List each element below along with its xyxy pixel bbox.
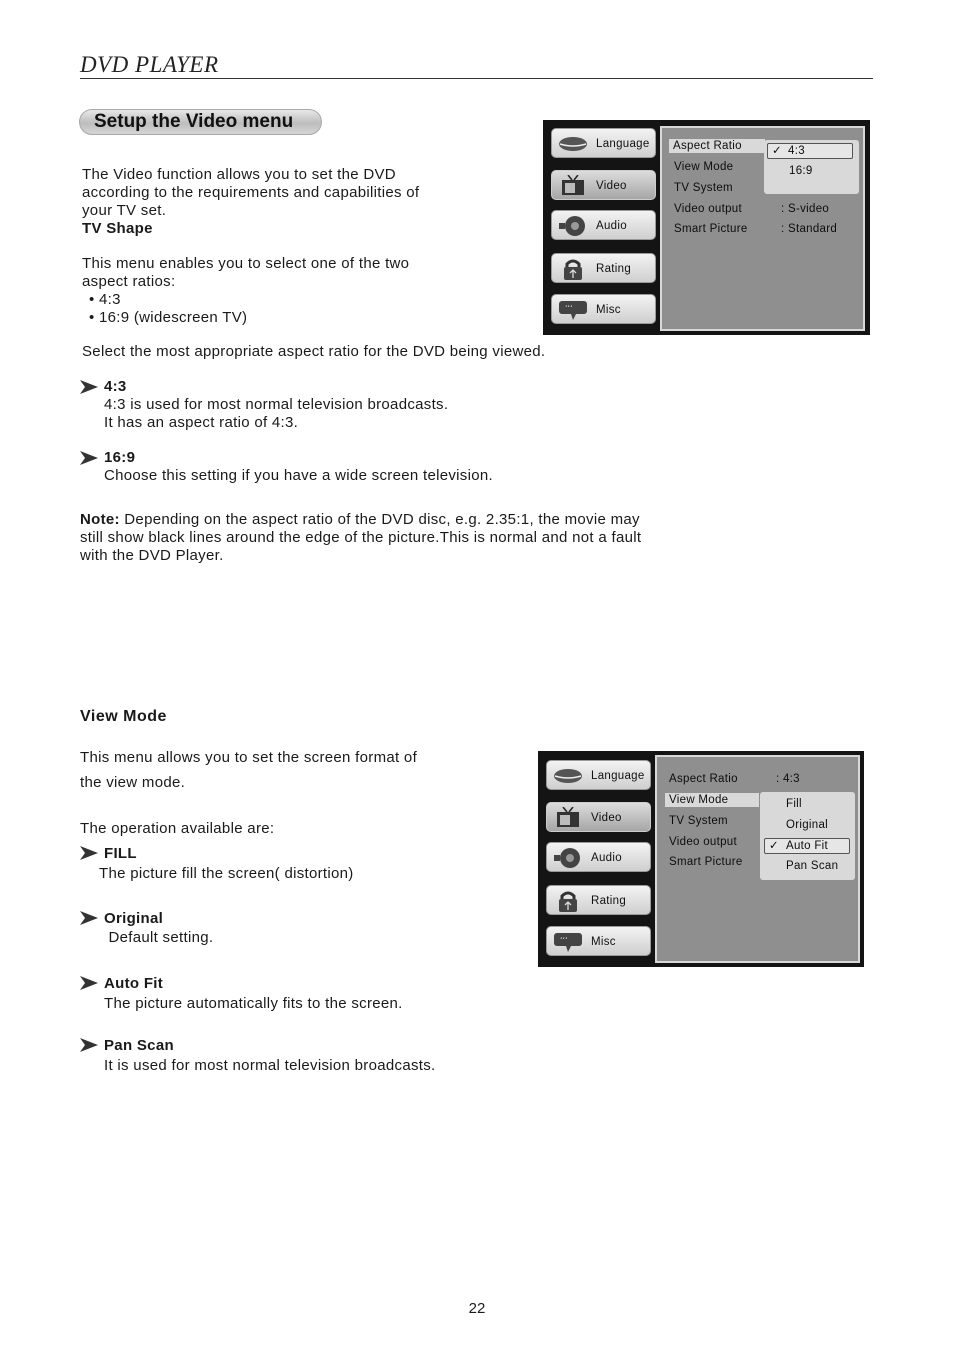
option-auto-fit[interactable]	[764, 838, 850, 854]
menu-row-tv-system[interactable]: TV System	[674, 182, 733, 194]
aspect-ratio-dropdown	[764, 140, 859, 194]
arrow-bullet-icon	[80, 846, 98, 860]
arrow-bullet-icon	[80, 1038, 98, 1052]
op-autofit-label: Auto Fit	[104, 975, 164, 992]
sidebar-item-misc[interactable]	[546, 926, 651, 956]
note-paragraph	[80, 511, 641, 565]
lips-icon	[557, 133, 589, 155]
menu-row-aspect-ratio[interactable]: Aspect Ratio	[669, 773, 738, 785]
item-line: Choose this setting if you have a wide screen television.	[104, 467, 493, 484]
sidebar-item-video[interactable]	[546, 802, 651, 832]
speech-bubble-icon	[552, 931, 584, 953]
svg-text:ʻʻʻ: ʻʻʻ	[560, 936, 568, 945]
tv-shape-paragraph	[82, 255, 409, 327]
menu-row-smart-picture[interactable]: Smart Picture	[674, 223, 748, 235]
intro-line: according to the requirements and capabilities of	[82, 184, 420, 201]
smart-picture-value: : Standard	[781, 223, 838, 235]
sidebar-item-audio[interactable]	[551, 210, 656, 240]
sidebar-item-label: Audio	[596, 220, 627, 232]
op-original-desc: Default setting.	[104, 929, 214, 946]
svg-text:ʻʻʻ: ʻʻʻ	[565, 304, 573, 313]
arrow-bullet-icon	[80, 451, 98, 465]
option-label: Auto Fit	[786, 840, 829, 852]
select-text: Select the most appropriate aspect ratio for the DVD being viewed.	[82, 343, 546, 360]
arrow-bullet-icon	[80, 380, 98, 394]
arrow-bullet-icon	[80, 911, 98, 925]
op-fill-label: FILL	[104, 845, 137, 862]
option-4-3[interactable]	[767, 143, 853, 159]
section-title: Setup the Video menu	[94, 111, 294, 132]
menu-row-video-output[interactable]: Video output	[674, 203, 742, 215]
note-line: still show black lines around the edge of the picture.This is normal and not a fault	[80, 529, 642, 546]
sidebar-item-video[interactable]	[551, 170, 656, 200]
option-16-9[interactable]: 16:9	[789, 165, 813, 177]
option-pan-scan[interactable]: Pan Scan	[786, 860, 839, 872]
sidebar-item-label: Language	[596, 138, 650, 150]
op-fill-desc: The picture fill the screen( distortion)	[99, 865, 354, 882]
intro-line: The Video function allows you to set the DVD	[82, 166, 396, 183]
video-output-value: : S-video	[781, 203, 830, 215]
aspect-ratio-value: : 4:3	[776, 773, 800, 785]
sidebar-item-label: Misc	[596, 304, 621, 316]
sidebar-item-audio[interactable]	[546, 842, 651, 872]
osd-video-menu-aspect	[543, 120, 870, 335]
item-line: 4:3 is used for most normal television broadcasts.	[104, 396, 449, 413]
sidebar-item-language[interactable]	[546, 760, 651, 790]
page-number: 22	[468, 1300, 486, 1317]
menu-row-video-output[interactable]: Video output	[669, 836, 737, 848]
section-title-pill	[79, 109, 322, 135]
item-line: It has an aspect ratio of 4:3.	[104, 414, 299, 431]
osd-settings-panel	[660, 126, 865, 331]
sidebar-item-label: Video	[596, 180, 627, 192]
intro-paragraph	[82, 166, 419, 238]
item-label: 4:3	[104, 378, 127, 395]
menu-row-view-mode[interactable]: View Mode	[665, 793, 759, 807]
sidebar-item-label: Rating	[596, 263, 632, 275]
view-mode-heading: View Mode	[80, 708, 167, 725]
intro-line: This menu allows you to set the screen format of	[80, 749, 418, 766]
sidebar-item-label: Language	[591, 770, 645, 782]
check-icon: ✓	[772, 145, 782, 157]
document-header-title: DVD PLAYER	[80, 52, 219, 77]
lips-icon	[552, 765, 584, 787]
menu-row-smart-picture[interactable]: Smart Picture	[669, 856, 743, 868]
item-16-9	[104, 449, 493, 485]
view-mode-dropdown	[760, 792, 855, 880]
note-line: with the DVD Player.	[80, 547, 224, 564]
intro-line: your TV set.	[82, 202, 167, 219]
osd-video-menu-viewmode	[538, 751, 864, 967]
menu-row-aspect-ratio[interactable]: Aspect Ratio	[669, 139, 765, 153]
header-divider	[80, 78, 873, 79]
option-original[interactable]: Original	[786, 819, 829, 831]
tv-shape-line: aspect ratios:	[82, 273, 176, 290]
lock-icon	[552, 890, 584, 912]
note-line: Depending on the aspect ratio of the DVD disc, e.g. 2.35:1, the movie may	[119, 511, 640, 528]
menu-row-view-mode[interactable]: View Mode	[674, 161, 734, 173]
tv-icon	[552, 807, 584, 829]
sidebar-item-rating[interactable]	[546, 885, 651, 915]
item-4-3	[104, 378, 448, 432]
option-fill[interactable]: Fill	[786, 798, 802, 810]
note-label: Note:	[80, 511, 120, 528]
op-panscan-desc: It is used for most normal television broadcasts.	[104, 1057, 436, 1074]
view-mode-intro	[80, 745, 417, 795]
bullet-item: • 16:9 (widescreen TV)	[89, 309, 248, 326]
speaker-icon	[552, 847, 584, 869]
op-panscan-label: Pan Scan	[104, 1037, 174, 1054]
osd-settings-panel	[655, 755, 860, 963]
sidebar-item-label: Misc	[591, 936, 616, 948]
sidebar-item-rating[interactable]	[551, 253, 656, 283]
speech-bubble-icon	[557, 299, 589, 321]
intro-line: the view mode.	[80, 774, 186, 791]
menu-row-tv-system[interactable]: TV System	[669, 815, 728, 827]
sidebar-item-label: Audio	[591, 852, 622, 864]
check-icon: ✓	[769, 840, 779, 852]
operations-label: The operation available are:	[80, 820, 275, 837]
op-original-label: Original	[104, 910, 164, 927]
tv-shape-heading: TV Shape	[82, 220, 153, 237]
sidebar-item-language[interactable]	[551, 128, 656, 158]
tv-shape-line: This menu enables you to select one of the two	[82, 255, 410, 272]
arrow-bullet-icon	[80, 976, 98, 990]
bullet-item: • 4:3	[89, 291, 121, 308]
option-label: 4:3	[788, 145, 805, 157]
sidebar-item-misc[interactable]	[551, 294, 656, 324]
tv-icon	[557, 175, 589, 197]
sidebar-item-label: Rating	[591, 895, 627, 907]
op-autofit-desc: The picture automatically fits to the screen.	[104, 995, 403, 1012]
item-label: 16:9	[104, 449, 136, 466]
sidebar-item-label: Video	[591, 812, 622, 824]
lock-icon	[557, 258, 589, 280]
speaker-icon	[557, 215, 589, 237]
